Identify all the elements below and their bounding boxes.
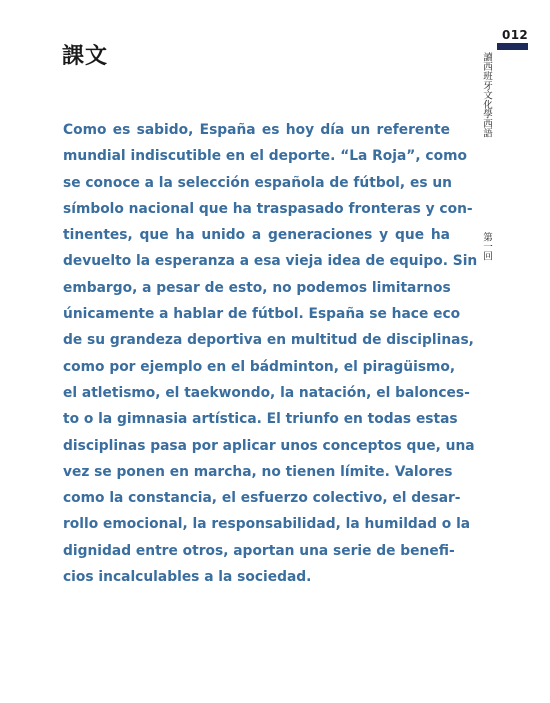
body-line: embargo, a pesar de esto, no podemos limitarnos xyxy=(63,279,451,296)
body-line: tinentes, que ha unido a generaciones y que ha xyxy=(63,227,450,244)
body-line: disciplinas pasa por aplicar unos conceptos que, una xyxy=(63,437,475,454)
body-line: como la constancia, el esfuerzo colectivo, el desar- xyxy=(63,490,461,507)
page-number-block xyxy=(497,28,528,50)
body-line: mundial indiscutible en el deporte. “La Roja”, como xyxy=(63,148,467,165)
body-line: el atletismo, el taekwondo, la natación, el balonces- xyxy=(63,384,470,401)
body-paragraph xyxy=(63,117,478,590)
body-line: se conoce a la selección española de fútbol, es un xyxy=(63,174,452,191)
page-number-bar xyxy=(497,43,528,50)
body-line: vez se ponen en marcha, no tienen límite. Valores xyxy=(63,463,453,480)
body-line: como por ejemplo en el bádminton, el piragüismo, xyxy=(63,358,456,375)
page-number: 012 xyxy=(502,28,528,42)
body-line: rollo emocional, la responsabilidad, la humildad o la xyxy=(63,516,471,533)
side-chapter-label: 第一回 xyxy=(481,232,492,261)
body-line: únicamente a hablar de fútbol. España se hace eco xyxy=(63,306,461,323)
body-line: dignidad entre otros, aportan una serie de benefi- xyxy=(63,542,455,559)
body-line: cios incalculables a la sociedad. xyxy=(63,569,312,586)
body-line: Como es sabido, España es hoy día un referente xyxy=(63,122,450,138)
body-line: símbolo nacional que ha traspasado fronteras y con- xyxy=(63,200,473,217)
body-line: devuelto la esperanza a esa vieja idea de equipo. Sin xyxy=(63,253,478,270)
body-line: to o la gimnasia artística. El triunfo en todas estas xyxy=(63,411,458,428)
side-book-title: 讀西班牙文化學西語 xyxy=(481,52,492,138)
body-line: de su grandeza deportiva en multitud de disciplinas, xyxy=(63,332,474,349)
page-heading: 課文 xyxy=(62,44,109,69)
